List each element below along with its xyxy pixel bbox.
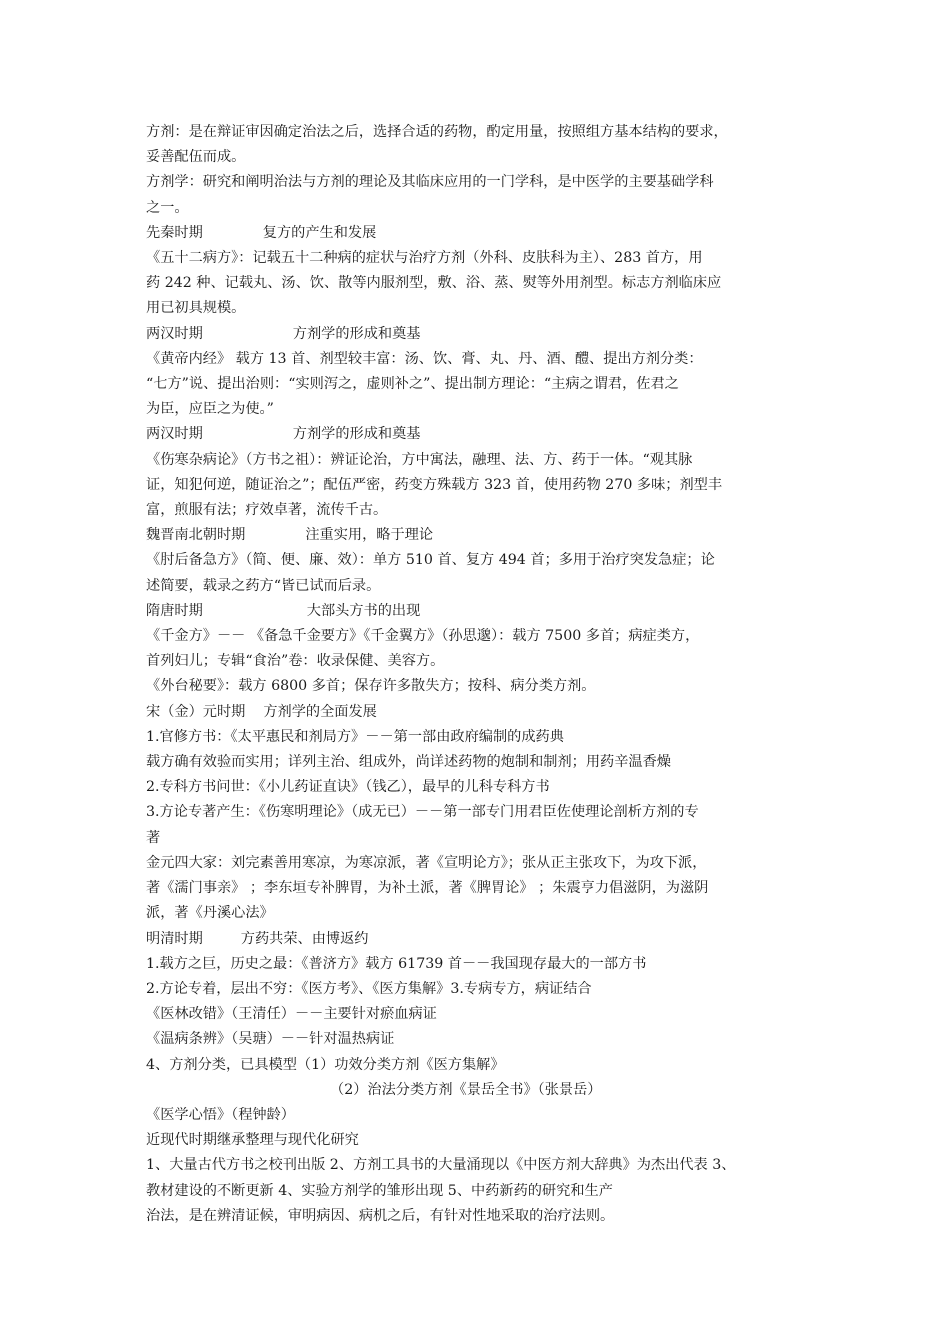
text-line: 著《濡门事亲》 ；李东垣专补脾胃，为补土派，著《脾胃论》 ；朱震亨力倡滋阴，为滋阴 [146,880,709,897]
period-theme: 方剂学的形成和奠基 [292,325,421,342]
text-line: （2）治法分类方剂《景岳全书》（张景岳） [330,1081,602,1098]
period-theme: 大部头方书的出现 [306,602,421,619]
period-theme: 方药共荣、由博返约 [240,930,369,947]
text-line: 首列妇儿；专辑“食治”卷：收录保健、美容方。 [146,653,445,670]
text-line: 《肘后备急方》（简、便、廉、效）：单方 510 首、复方 494 首；多用于治疗突发急症；论 [146,552,715,569]
text-line: 为臣，应臣之为使。” [146,401,274,418]
text-line: 载方确有效验而实用；详列主治、组成外，尚详述药物的炮制和制剂；用药辛温香燥 [146,754,671,771]
period-theme: 注重实用，略于理论 [305,527,434,544]
text-line: 证，知犯何逆，随证治之”；配伍严密，药变方殊载方 323 首，使用药物 270 多味；剂型丰 [146,476,723,493]
text-line: 4、方剂分类，已具模型（1）功效分类方剂《医方集解》 [146,1056,505,1073]
text-line: 述简要，载录之药方“皆已试而后录。 [146,577,381,594]
text-line: 用已初具规模。 [146,300,246,317]
text-line: 《黄帝内经》 载方 13 首、剂型较丰富：汤、饮、膏、丸、丹、酒、醴、提出方剂分类： [146,350,703,367]
text-line: 《五十二病方》：记载五十二种病的症状与治疗方剂（外科、皮肤科为主）、283 首方，用 [146,250,703,267]
text-line: 富，煎服有法；疗效卓著，流传千古。 [146,502,388,519]
period-name: 隋唐时期 [146,602,203,619]
period-heading [146,523,818,548]
text-line: 2.方论专着，层出不穷：《医方考》、《医方集解》3.专病专方，病证结合 [146,980,592,997]
period-name: 两汉时期 [146,325,203,342]
period-name: 宋（金）元时期 [146,703,246,720]
period-name: 先秦时期 [146,224,203,241]
text-line: 教材建设的不断更新 4、实验方剂学的雏形出现 5、中药新药的研究和生产 [146,1182,613,1199]
text-line: 方剂学：研究和阐明治法与方剂的理论及其临床应用的一门学科，是中医学的主要基础学科 [146,174,714,191]
text-line: 药 242 种、记载丸、汤、饮、散等内服剂型，敷、浴、蒸、熨等外用剂型。标志方剂临床应 [146,275,722,292]
period-theme: 方剂学的形成和奠基 [292,426,421,443]
text-line: 1.官修方书：《太平惠民和剂局方》－－第一部由政府编制的成药典 [146,728,564,745]
text-line: 近现代时期继承整理与现代化研究 [146,1132,359,1149]
text-line: 《医学心悟》（程钟龄） [146,1106,295,1123]
text-line: 《医林改错》（王清任）－－主要针对瘀血病证 [146,1006,437,1023]
period-heading [146,700,818,725]
text-line: 2.专科方书问世：《小儿药证直诀》（钱乙），最早的儿科专科方书 [146,779,550,796]
text-line: 方剂：是在辩证审因确定治法之后，选择合适的药物，酌定用量，按照组方基本结构的要求， [146,124,728,140]
text-line: 派，著《丹溪心法》 [146,905,274,922]
period-name: 明清时期 [146,930,203,947]
text-line: 《外台秘要》：载方 6800 多首；保存许多散失方；按科、病分类方剂。 [146,678,596,695]
period-theme: 方剂学的全面发展 [263,703,377,720]
period-heading [146,221,818,246]
text-line: 著 [146,829,161,846]
period-theme: 复方的产生和发展 [262,224,377,241]
period-name: 魏晋南北朝时期 [146,527,246,544]
text-line: 金元四大家：刘完素善用寒凉，为寒凉派，著《宣明论方》；张从正主张攻下，为攻下派， [146,854,707,871]
period-heading [146,927,818,952]
text-line: 治法，是在辨清证候，审明病因、病机之后，有针对性地采取的治疗法则。 [146,1207,615,1224]
text-line: 1、大量古代方书之校刊出版 2、方剂工具书的大量涌现以《中医方剂大辞典》为杰出代表 3、 [146,1157,736,1174]
period-heading [146,322,818,347]
text-line: 3.方论专著产生：《伤寒明理论》（成无已）－－第一部专门用君臣佐使理论剖析方剂的专 [146,804,699,821]
text-line: 1.载方之巨，历史之最：《普济方》载方 61739 首－－我国现存最大的一部方书 [146,955,647,972]
text-line: 《千金方》－－ 《备急千金要方》《千金翼方》（孙思邈）：载方 7500 多首；病症类方， [146,628,700,645]
document-body [146,120,818,1229]
period-heading [146,599,818,624]
text-line: 妥善配伍而成。 [146,149,246,166]
text-line: 之一。 [146,199,189,216]
text-line: 《温病条辨》（吴瑭）－－针对温热病证 [146,1031,395,1048]
text-line: 《伤寒杂病论》（方书之祖）：辨证论治，方中寓法，融理、法、方、药于一体。“观其脉 [146,451,693,468]
period-heading [146,422,818,447]
text-line: “七方”说、提出治则：“实则泻之，虚则补之”、提出制方理论：“主病之谓君，佐君之 [146,376,679,393]
period-name: 两汉时期 [146,426,203,443]
